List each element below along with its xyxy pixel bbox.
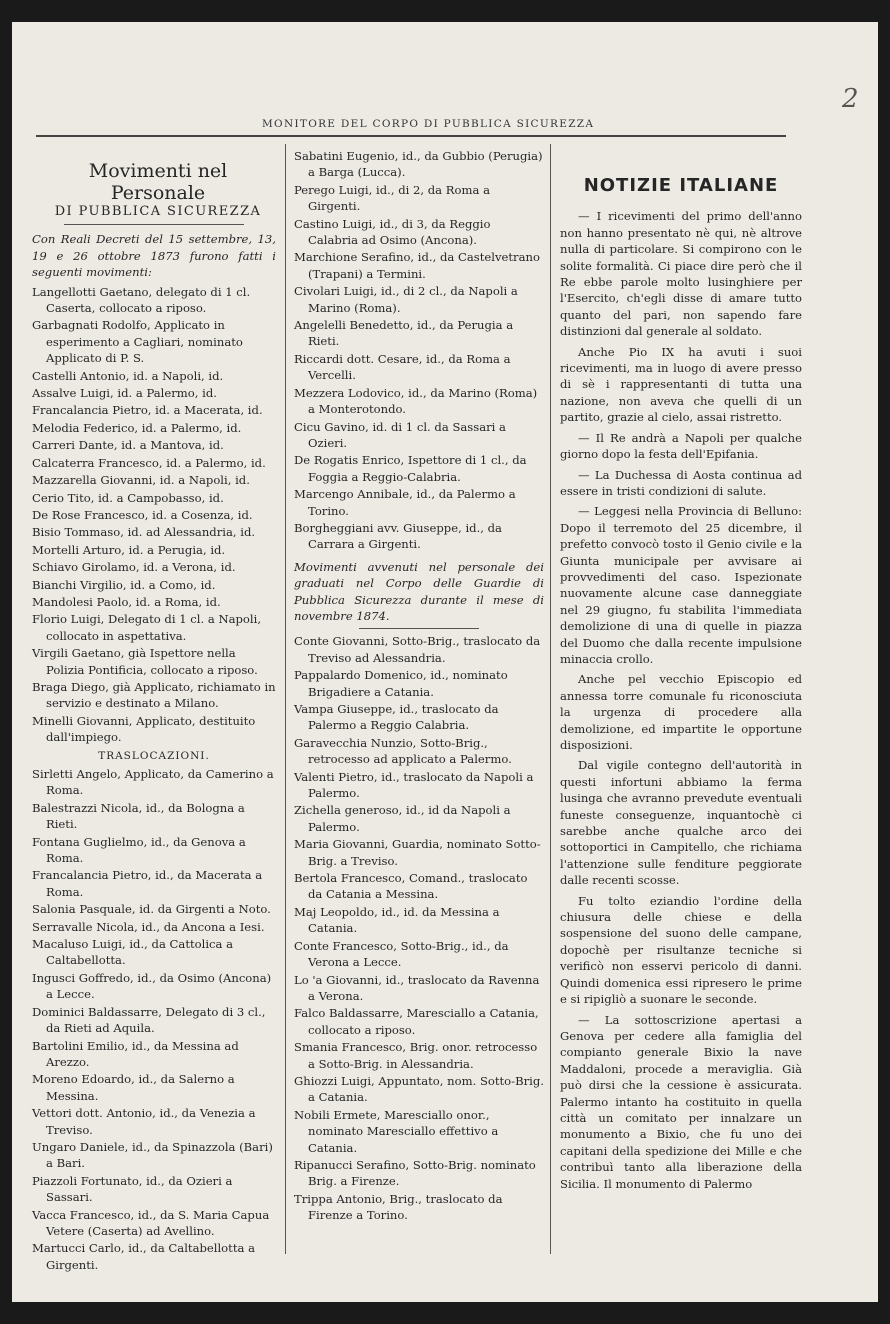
column-news: [560, 148, 802, 1196]
list-item: Bartolini Emilio, id., da Messina ad Arezzo.: [32, 1038, 239, 1069]
list-item: Castelli Antonio, id. a Napoli, id.: [32, 368, 224, 383]
masthead: MONITORE DEL CORPO DI PUBBLICA SICUREZZA: [262, 118, 595, 130]
list-item: Moreno Edoardo, id., da Salerno a Messina.: [32, 1072, 235, 1103]
list-item: Carreri Dante, id. a Mantova, id.: [32, 438, 224, 453]
list-item: Ingusci Goffredo, id., da Osimo (Ancona) a Lecce.: [32, 970, 272, 1002]
list-item: Bianchi Virgilio, id. a Como, id.: [32, 577, 216, 592]
column-divider: [285, 144, 286, 1254]
list-item: Francalancia Pietro, id. a Macerata, id.: [32, 403, 263, 418]
transfers-heading: TRASLOCAZIONI.: [98, 749, 210, 762]
list-item: Angelelli Benedetto, id., da Perugia a Rieti.: [294, 318, 514, 349]
list-item: Garavecchia Nunzio, Sotto-Brig., retrocesso ad applicato a Palermo.: [294, 735, 512, 767]
list-item: Dominici Baldassarre, Delegato di 3 cl., da Rieti ad Aquila.: [32, 1004, 266, 1036]
list-item: Marchione Serafino, id., da Castelvetrano (Trapani) a Termini.: [294, 250, 540, 281]
list-item: Trippa Antonio, Brig., traslocato da Firenze a Torino.: [294, 1191, 503, 1223]
list-item: Fontana Guglielmo, id., da Genova a Roma.: [32, 834, 246, 866]
list-item: Mezzera Lodovico, id., da Marino (Roma) a Monterotondo.: [294, 385, 538, 417]
list-item: Conte Francesco, Sotto-Brig., id., da Verona a Lecce.: [294, 938, 509, 970]
list-item: Valenti Pietro, id., traslocato da Napoli a Palermo.: [294, 769, 534, 801]
list-item: Piazzoli Fortunato, id., da Ozieri a Sassari.: [32, 1173, 233, 1205]
list-item: De Rogatis Enrico, Ispettore di 1 cl., da Foggia a Reggio-Calabria.: [294, 453, 527, 484]
news-paragraph: — La sottoscrizione apertasi a Genova per cedere alla famiglia del compianto generale Bixio la nave Maddaloni, procede a meraviglia. Già può dirsi che la cessione è assicurata. Palermo intanto ha costituito in quella città un comitato per innalzare un monumento a Bixio, che fu uno dei capitani della spedizione dei Mille e che contribuì tanto alla liberazione della Sicilia. Il monumento di Palermo: [560, 1012, 802, 1191]
list-item: Ungaro Daniele, id., da Spinazzola (Bari) a Bari.: [32, 1139, 273, 1171]
news-paragraph: — Il Re andrà a Napoli per qualche giorno dopo la festa dell'Epifania.: [560, 430, 802, 462]
list-item: Garbagnati Rodolfo, Applicato in esperimento a Cagliari, nominato Applicato di P. S.: [32, 318, 243, 366]
list-item: Cicu Gavino, id. di 1 cl. da Sassari a Ozieri.: [294, 419, 506, 450]
list-item: Smania Francesco, Brig. onor. retrocesso a Sotto-Brig. in Alessandria.: [294, 1040, 538, 1071]
divider: [359, 628, 479, 629]
news-paragraph: Fu tolto eziandio l'ordine della chiusura delle chiese e della sospensione del suono delle campane, dopochè per risultanze tecniche si verificò non esservi pericolo di danni. Quindi domenica essi ripresero le prime e si ripigliò a suonare le seconde.: [560, 893, 802, 1007]
list-item: Langellotti Gaetano, delegato di 1 cl. Caserta, collocato a riposo.: [32, 284, 251, 316]
news-paragraph: — I ricevimenti del primo dell'anno non hanno presentato nè qui, nè altrove nulla di particolare. Si compirono con le solite formalità. Ci piace dire però che il Re ebbe parole molto lusinghiere per l'Esercito, ch'egli disse di amare tutto quanto del pari, non sapendo fare distinzioni dal generale al soldato.: [560, 209, 802, 339]
list-item: Pappalardo Domenico, id., nominato Brigadiere a Catania.: [294, 668, 508, 699]
list-item: Serravalle Nicola, id., da Ancona a Iesi.: [32, 919, 265, 934]
list-item: Macaluso Luigi, id., da Cattolica a Caltabellotta.: [32, 937, 234, 968]
list-item: Sirletti Angelo, Applicato, da Camerino a Roma.: [32, 767, 274, 798]
list-item: Balestrazzi Nicola, id., da Bologna a Rieti.: [32, 800, 245, 832]
list-item: Melodia Federico, id. a Palermo, id.: [32, 420, 242, 435]
list-item: Nobili Ermete, Maresciallo onor., nominato Maresciallo effettivo a Catania.: [294, 1107, 499, 1155]
list-item: Riccardi dott. Cesare, id., da Roma a Vercelli.: [294, 351, 511, 383]
transfers-list-continued: [294, 148, 544, 553]
guards-heading: Movimenti avvenuti nel personale dei graduati nel Corpo delle Guardie di Pubblica Sicurezza durante il mese di novembre 1874.: [294, 559, 544, 623]
guards-list: [294, 633, 544, 1223]
list-item: Lo 'a Giovanni, id., traslocato da Ravenna a Verona.: [294, 972, 540, 1003]
list-item: Vacca Francesco, id., da S. Maria Capua Vetere (Caserta) ad Avellino.: [32, 1207, 270, 1238]
list-item: Ripanucci Serafino, Sotto-Brig. nominato Brig. a Firenze.: [294, 1157, 536, 1189]
list-item: Falco Baldassarre, Maresciallo a Catania, collocato a riposo.: [294, 1006, 539, 1037]
list-item: Sabatini Eugenio, id., da Gubbio (Perugia) a Barga (Lucca).: [294, 149, 543, 180]
column-divider: [550, 144, 551, 1254]
list-item: Bisio Tommaso, id. ad Alessandria, id.: [32, 525, 256, 540]
list-item: Castino Luigi, id., di 3, da Reggio Calabria ad Osimo (Ancona).: [294, 216, 491, 248]
list-item: Maria Giovanni, Guardia, nominato Sotto-Brig. a Treviso.: [294, 837, 541, 868]
transfers-list: [32, 766, 276, 1273]
list-item: Conte Giovanni, Sotto-Brig., traslocato da Treviso ad Alessandria.: [294, 634, 541, 665]
news-paragraph: — Leggesi nella Provincia di Belluno: Dopo il terremoto del 25 dicembre, il prefetto convocò tosto il Genio civile e la Giunta municipale per avvisare ai provvedimenti del caso. Ispezionate nuovamente alcune case danneggiate nel 29 giugno, fu stabilita l'immediata demolizione di una di quelle in piazza del Duomo che dalla recente impulsione minaccia crollo.: [560, 504, 802, 666]
list-item: Salonia Pasquale, id. da Girgenti a Noto.: [32, 902, 271, 917]
list-item: Assalve Luigi, id. a Palermo, id.: [32, 386, 217, 401]
news-paragraph: Dal vigile contegno dell'autorità in questi infortuni abbiamo la ferma lusinga che avranno prevedute eventuali funeste conseguenze, inquantochè ci sarebbe anche qualche arco dei sottoportici in Campitello, che richiama l'attenzione sulle fenditure peggiorate dalle recenti scosse.: [560, 758, 802, 888]
list-item: Mandolesi Paolo, id. a Roma, id.: [32, 594, 221, 609]
list-item: Perego Luigi, id., di 2, da Roma a Girgenti.: [294, 182, 490, 214]
list-item: Maj Leopoldo, id., id. da Messina a Catania.: [294, 904, 500, 936]
page-number: 2: [842, 84, 859, 114]
appointments-list: [32, 284, 276, 746]
list-item: Marcengo Annibale, id., da Palermo a Torino.: [294, 487, 516, 518]
divider: [64, 224, 244, 225]
list-item: Martucci Carlo, id., da Caltabellotta a Girgenti.: [32, 1241, 255, 1272]
list-item: Florio Luigi, Delegato di 1 cl. a Napoli, collocato in aspettativa.: [32, 612, 262, 643]
news-paragraph: — La Duchessa di Aosta continua ad essere in tristi condizioni di salute.: [560, 467, 802, 498]
news-paragraphs: [560, 208, 802, 1192]
list-item: Mazzarella Giovanni, id. a Napoli, id.: [32, 473, 250, 488]
list-item: Borgheggiani avv. Giuseppe, id., da Carrara a Girgenti.: [294, 520, 502, 552]
list-item: Vampa Giuseppe, id., traslocato da Palermo a Reggio Calabria.: [294, 702, 499, 733]
section-title: Movimenti nel Personale: [88, 160, 228, 204]
masthead-rule: [36, 135, 786, 137]
list-item: Civolari Luigi, id., di 2 cl., da Napoli a Marino (Roma).: [294, 284, 518, 315]
list-item: Cerio Tito, id. a Campobasso, id.: [32, 490, 224, 505]
list-item: De Rose Francesco, id. a Cosenza, id.: [32, 507, 253, 522]
news-paragraph: Anche Pio IX ha avuti i suoi ricevimenti, ma in luogo di avere presso di sè i rappresentanti di tutta una nazione, non aveva che quelli di un partito, grazie al cielo, assai ristretto.: [560, 344, 802, 425]
newspaper-page: [12, 22, 878, 1302]
list-item: Francalancia Pietro, id., da Macerata a Roma.: [32, 868, 263, 899]
list-item: Bertola Francesco, Comand., traslocato da Catania a Messina.: [294, 871, 528, 902]
list-item: Zichella generoso, id., id da Napoli a Palermo.: [294, 803, 511, 834]
news-title: NOTIZIE ITALIANE: [583, 175, 779, 196]
list-item: Schiavo Girolamo, id. a Verona, id.: [32, 560, 236, 575]
list-item: Minelli Giovanni, Applicato, destituito dall'impiego.: [32, 713, 256, 745]
list-item: Ghiozzi Luigi, Appuntato, nom. Sotto-Brig. a Catania.: [294, 1073, 544, 1105]
news-paragraph: Anche pel vecchio Episcopio ed annessa torre comunale fu riconosciuta la urgenza di procedere alla demolizione, ed impartite le opportune disposizioni.: [560, 672, 802, 752]
section-subtitle: DI PUBBLICA SICUREZZA: [54, 204, 262, 219]
list-item: Mortelli Arturo, id. a Perugia, id.: [32, 542, 226, 557]
decree-intro: Con Reali Decreti del 15 settembre, 13, 19 e 26 ottobre 1873 furono fatti i seguenti movimenti:: [32, 232, 276, 280]
list-item: Calcaterra Francesco, id. a Palermo, id.: [32, 455, 266, 470]
list-item: Vettori dott. Antonio, id., da Venezia a Treviso.: [32, 1106, 256, 1137]
list-item: Virgili Gaetano, già Ispettore nella Polizia Pontificia, collocato a riposo.: [32, 646, 258, 677]
column-personnel: [32, 148, 276, 1274]
list-item: Braga Diego, già Applicato, richiamato in servizio e destinato a Milano.: [32, 679, 276, 711]
column-movements: [294, 148, 544, 1225]
